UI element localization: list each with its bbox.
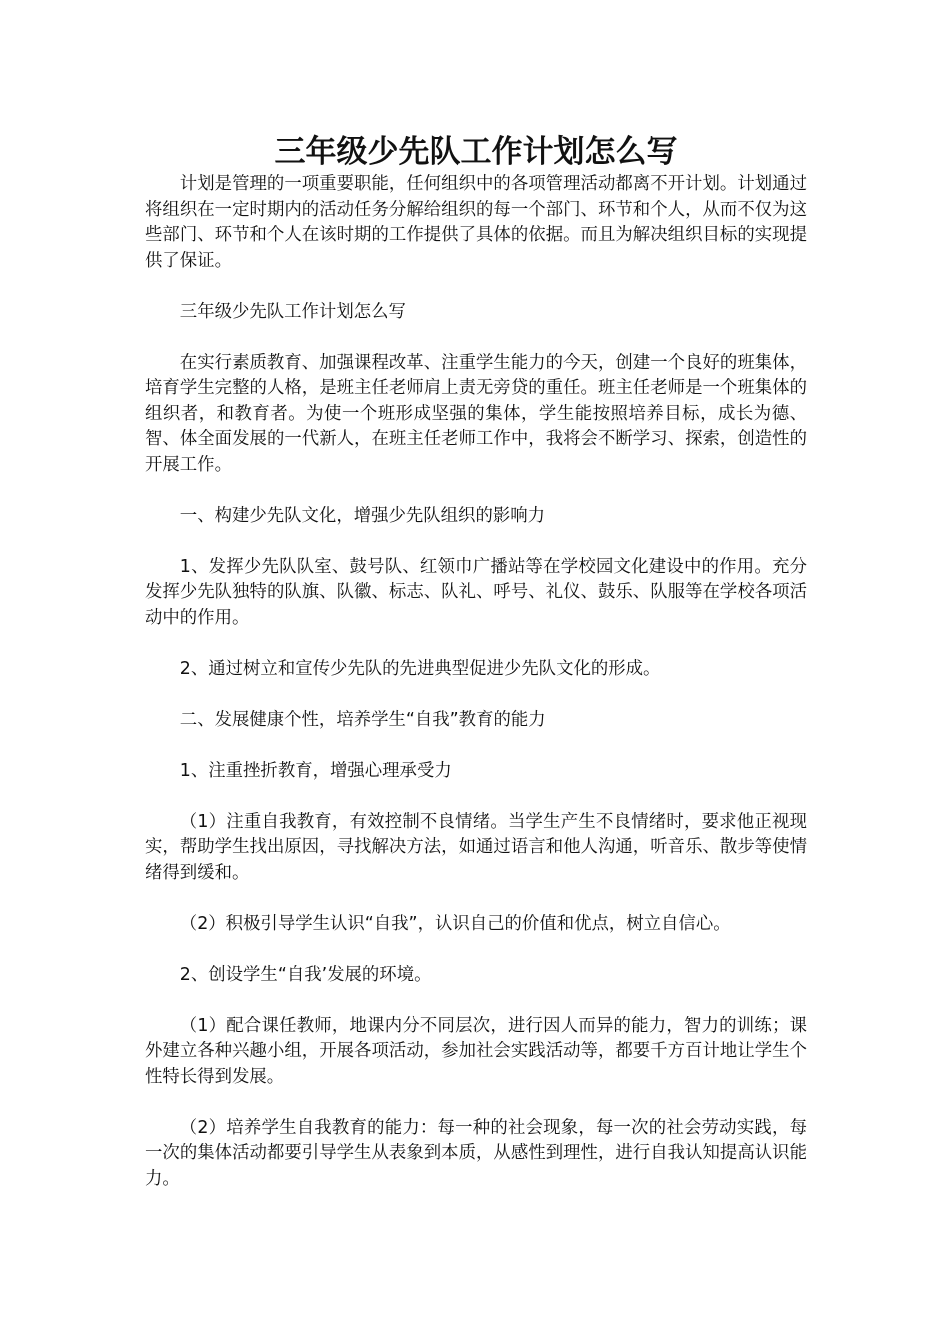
paragraph-item-2-1: 1、注重挫折教育，增强心理承受力 [179, 760, 452, 781]
paragraph-item-2-1-2: （2）积极引导学生认识“自我”，认识自己的价值和优点，树立自信心。 [179, 913, 731, 934]
paragraph-item-1-2: 2、通过树立和宣传少先队的先进典型促进少先队文化的形成。 [179, 658, 661, 679]
paragraph-intro: 计划是管理的一项重要职能，任何组织中的各项管理活动都离不开计划。计划通过将组织在一定时期内的活动任务分解给组织的每一个部门、环节和个人，从而不仅为这些部门、环节和个人在该时期的工作提供了具体的依据。而且为解决组织目标的实现提供了保证。 [145, 174, 807, 271]
document-page [145, 132, 807, 1192]
paragraph-item-2-1-1: （1）注重自我教育，有效控制不良情绪。当学生产生不良情绪时，要求他正视现实，帮助学生找出原因，寻找解决方法，如通过语言和他人沟通，听音乐、散步等使情绪得到缓和。 [145, 811, 807, 883]
paragraph-item-2-2-2: （2）培养学生自我教育的能力：每一种的社会现象，每一次的社会劳动实践，每一次的集体活动都要引导学生从表象到本质，从感性到理性，进行自我认知提高认识能力。 [145, 1117, 807, 1189]
paragraph-subtitle: 三年级少先队工作计划怎么写 [179, 301, 406, 322]
paragraph-item-2-2-1: （1）配合课任教师，地课内分不同层次，进行因人而异的能力，智力的训练；课外建立各种兴趣小组，开展各项活动，参加社会实践活动等，都要千方百计地让学生个性特长得到发展。 [145, 1015, 807, 1087]
paragraph-item-1-1: 1、发挥少先队队室、鼓号队、红领巾广播站等在学校园文化建设中的作用。充分发挥少先队独特的队旗、队徽、标志、队礼、呼号、礼仪、鼓乐、队服等在学校各项活动中的作用。 [145, 556, 807, 628]
section-heading-1: 一、构建少先队文化，增强少先队组织的影响力 [179, 505, 546, 526]
paragraph-item-2-2: 2、创设学生“自我’发展的环境。 [179, 964, 432, 985]
document-title: 三年级少先队工作计划怎么写 [274, 134, 678, 170]
section-heading-2: 二、发展健康个性，培养学生“自我”教育的能力 [179, 709, 546, 730]
paragraph-background: 在实行素质教育、加强课程改革、注重学生能力的今天，创建一个良好的班集体，培育学生完整的人格，是班主任老师肩上责无旁贷的重任。班主任老师是一个班集体的组织者，和教育者。为使一个班形成坚强的集体，学生能按照培养目标，成长为德、智、体全面发展的一代新人，在班主任老师工作中，我将会不断学习、探索，创造性的开展工作。 [145, 352, 807, 475]
